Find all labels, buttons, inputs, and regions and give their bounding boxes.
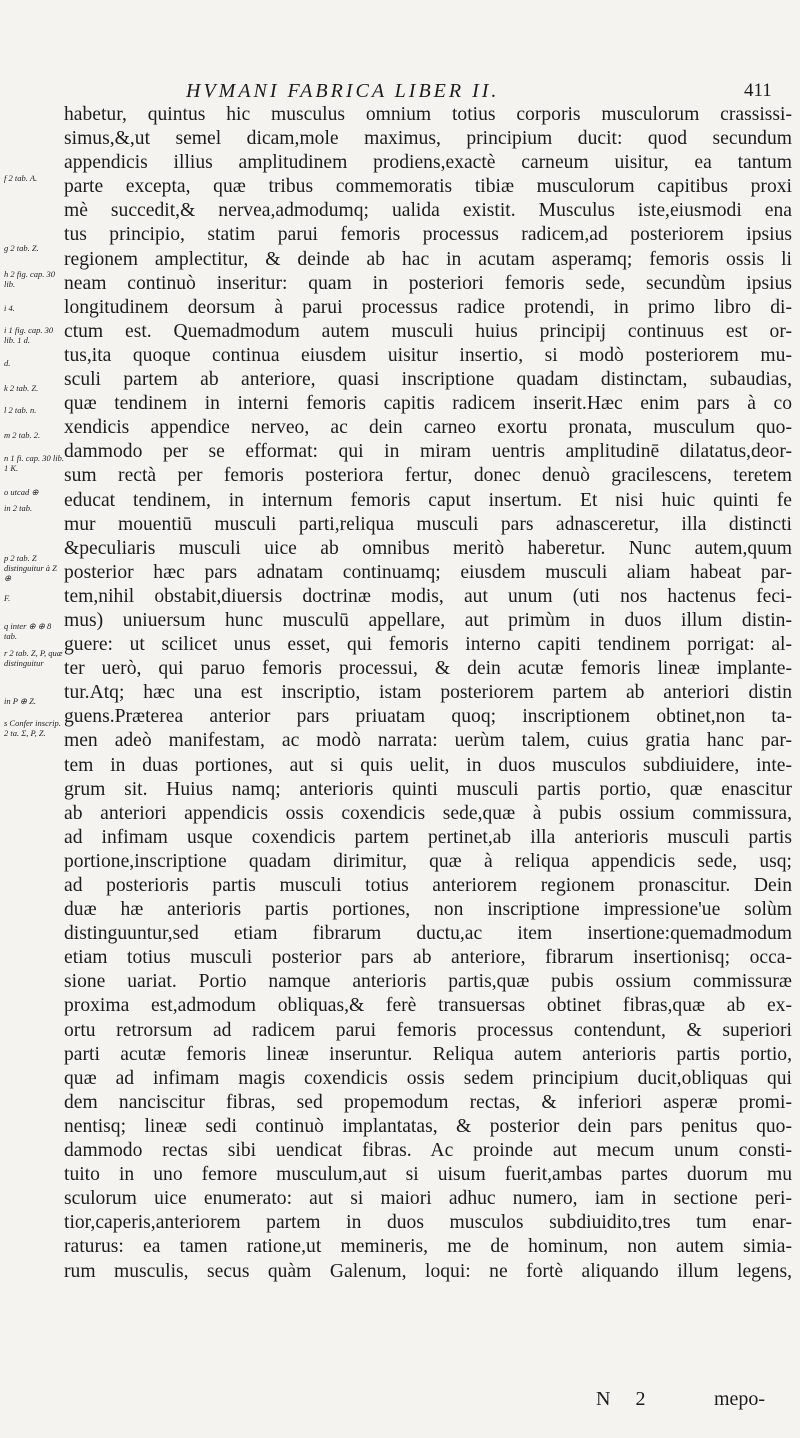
- text-line: tus principio, statim parui femoris processus radicem,ad posteriorem ipsius: [64, 224, 792, 246]
- margin-note: i 1 fig. cap. 30 lib. 1 d.: [4, 325, 54, 345]
- margin-note: h 2 fig. cap. 30 lib.: [4, 269, 55, 289]
- text-line: longitudinem deorsum à parui processus radice protendi, in primo libro di-: [64, 296, 792, 318]
- text-line: parte excepta, quæ tribus commemoratis tibiæ musculorum capitibus proxi: [64, 176, 792, 198]
- margin-note: f 2 tab. A.: [4, 173, 38, 183]
- text-line: ortu retrorsum ad radicem parui femoris processus contendunt, & superiori: [64, 1019, 792, 1041]
- text-line: etiam totius musculi posterior pars ab anteriore, fibrarum insertionisq; occa-: [64, 947, 792, 969]
- text-line: habetur, quintus hic musculus omnium totius corporis musculorum crassissi-: [64, 104, 792, 125]
- text-line: dammodo per se efformat: qui in miram uentris amplitudinē dilatatus,deor-: [64, 441, 792, 463]
- text-line: xendicis appendice nerveo, ac dein carneo exortu pronata, musculum quo-: [64, 417, 792, 439]
- margin-note: in 2 tab.: [4, 503, 33, 513]
- text-line: ctum est. Quemadmodum autem musculi huius principij continuus est or-: [64, 320, 792, 342]
- running-title: HVMANI FABRICA LIBER II.: [186, 80, 500, 102]
- margin-note: s Confer inscrip. 2 ta. Σ, P, Z.: [4, 718, 61, 738]
- text-line: sculorum uice enumerato: aut si maiori adhuc numero, iam in sectione peri-: [64, 1188, 792, 1210]
- margin-note: p 2 tab. Z distinguitur à Z ⊕: [4, 553, 57, 583]
- text-line: guens.Præterea anterior pars priuatam quoq; inscriptionem obtinet,non ta-: [64, 706, 792, 728]
- text-line: mus) uniuersum hunc musculū appellare, aut primùm in duos illum distin-: [64, 609, 792, 631]
- text-line: tem,nihil obstabit,diuersis doctrinæ modis, aut unum (uti nos hactenus feci-: [64, 585, 792, 607]
- text-line: regionem amplectitur, & deinde ab hac in acutam asperamq; femoris ossis li: [64, 248, 792, 270]
- text-line: neam continuò inseritur: quam in posteriori femoris sede, secundùm ipsius: [64, 272, 792, 294]
- text-line: sculi partem ab anteriore, quasi inscriptione quadam distinctam, subaudias,: [64, 369, 792, 391]
- text-line: proxima est,admodum obliquas,& ferè transuersas obtinet fibras,quæ ab ex-: [64, 995, 792, 1017]
- text-line: tuito in uno femore musculum,aut si uisum fuerit,ambas partes duorum mu: [64, 1164, 792, 1186]
- margin-note: F.: [4, 593, 11, 603]
- margin-note: q inter ⊕ ⊕ 8 tab.: [4, 621, 52, 641]
- text-line: dammodo rectas sibi uendicat fibras. Ac proinde aut mecum unum consti-: [64, 1140, 792, 1162]
- text-line: ab anteriori appendicis ossis coxendicis sede,quæ à pubis ossium commissura,: [64, 802, 792, 824]
- text-line: duæ hæ anterioris partis portiones, non inscriptione impressione'ue solùm: [64, 899, 792, 921]
- text-line: grum sit. Huius namq; anterioris quinti musculi partis portio, quæ enascitur: [64, 778, 792, 800]
- text-line: parti acutæ femoris lineæ inseruntur. Reliqua autem anterioris partis portio,: [64, 1043, 792, 1065]
- text-line: ad posterioris partis musculi totius anteriorem regionem pronascitur. Dein: [64, 875, 792, 896]
- text-line: tior,caperis,anteriorem partem in duos musculos subdiuidito,tres tum enar-: [64, 1212, 792, 1234]
- margin-note: i 4.: [4, 303, 15, 313]
- margin-note: in P ⊕ Z.: [4, 696, 36, 706]
- text-line: rum musculis, secus quàm Galenum, loqui: ne fortè aliquando illum legens,: [64, 1260, 792, 1282]
- text-line: mur mouentiū musculi parti,reliqua musculi pars adnasceretur, illa distincti: [64, 513, 792, 535]
- margin-note: l 2 tab. n.: [4, 405, 37, 415]
- signature-mark: N 2: [596, 1388, 656, 1410]
- text-line: posterior hæc pars adnatam continuamq; eiusdem musculi aliam habeat par-: [64, 561, 792, 583]
- margin-note: d.: [4, 358, 11, 368]
- margin-note: r 2 tab. Z, P, quæ distinguitur: [4, 648, 63, 668]
- text-line: &peculiaris musculi uice ab omnibus meritò haberetur. Nunc autem,quum: [64, 537, 792, 559]
- text-line: raturus: ea tamen ratione,ut memineris, me de hominum, non autem simia-: [64, 1236, 792, 1258]
- text-line: guere: ut scilicet unus esset, qui femoris interno capiti tendinem porrigat: al-: [64, 634, 792, 656]
- catchword: mepo-: [714, 1388, 766, 1410]
- text-line: ter uerò, qui paruo femoris processui, & dein acutæ femoris lineæ implante-: [64, 658, 792, 680]
- text-line: appendicis illius amplitudinem prodiens,exactè carneum uisitur, ea tantum: [64, 152, 792, 174]
- text-line: quæ tendinem in interni femoris capitis radicem inserit.Hæc enim pars à co: [64, 393, 792, 415]
- margin-note: n 1 fi. cap. 30 lib. 1 K.: [4, 453, 64, 473]
- text-line: sione uariat. Portio namque anterioris partis,quæ pubis ossium commissuræ: [64, 971, 792, 993]
- margin-note: m 2 tab. 2.: [4, 430, 41, 440]
- text-line: portione,inscriptione quadam dirimitur, quæ à reliqua appendicis sede, usq;: [64, 850, 792, 872]
- text-line: tem in duas portiones, aut si quis uelit, in duos musculos subdiuidere, inte-: [64, 754, 792, 776]
- margin-note: g 2 tab. Z.: [4, 243, 39, 253]
- page-footer: [0, 1388, 800, 1418]
- text-line: dem nanciscitur fibras, sed propemodum rectas, & inferiori asperæ promi-: [64, 1091, 792, 1113]
- margin-note: o utcad ⊕: [4, 487, 39, 497]
- body-text: [64, 103, 792, 1284]
- text-line: simus,&,ut semel dicam,mole maximus, principium ducit: quod secundum: [64, 128, 792, 150]
- text-line: quæ ad infimam magis coxendicis ossis sedem principium ducit,obliquas qui: [64, 1067, 792, 1089]
- text-line: nentisq; lineæ sedi continuò implantatas, & posterior dein pars penitus quo-: [64, 1115, 792, 1137]
- text-line: tus,ita quoque continua eiusdem uisitur insertio, si modò posteriorem mu-: [64, 344, 792, 366]
- text-line: ad infimam usque coxendicis partem pertinet,ab illa anterioris musculi partis: [64, 826, 792, 848]
- page-number: 411: [744, 80, 772, 101]
- text-line: distinguuntur,sed etiam fibrarum ductu,ac item insertione:quemadmodum: [64, 923, 792, 945]
- text-line: mè succedit,& nervea,admodumq; ualida existit. Musculus iste,eiusmodi ena: [64, 200, 792, 222]
- text-line: educat tendinem, in internum femoris caput insertum. Et nisi huic quinti fe: [64, 489, 792, 511]
- margin-note: k 2 tab. Z.: [4, 383, 39, 393]
- text-line: sum rectà per femoris posteriora fertur, donec denuò gracilescens, teretem: [64, 465, 792, 487]
- text-line: men adeò manifestam, ac modò narrata: uerùm talem, cuius gratia hanc par-: [64, 730, 792, 752]
- text-line: tur.Atq; hæc una est inscriptio, istam posteriorem partem ab anteriori distin: [64, 682, 792, 704]
